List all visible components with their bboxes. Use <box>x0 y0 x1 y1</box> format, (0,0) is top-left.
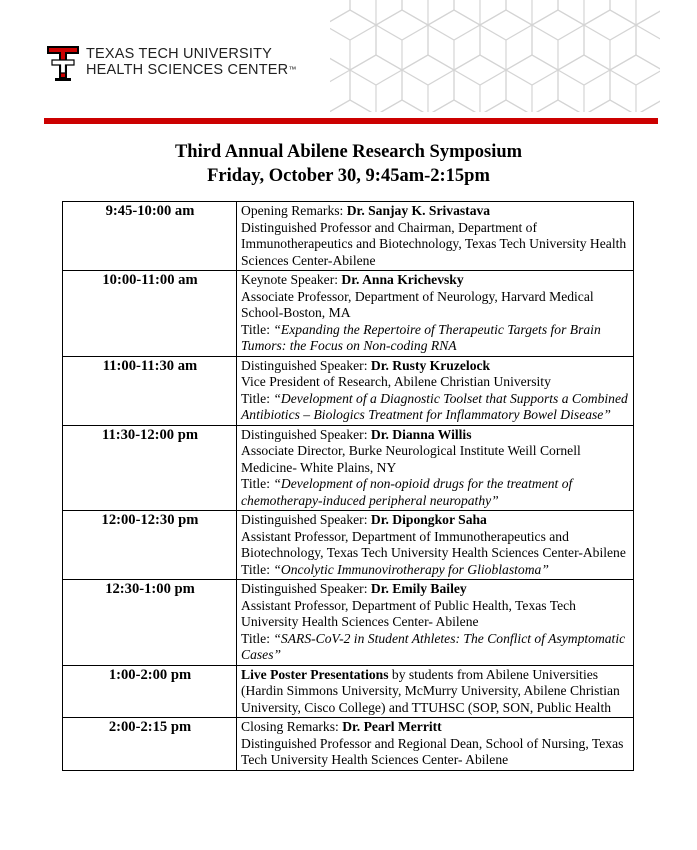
trademark-symbol: ™ <box>288 65 297 74</box>
schedule-row <box>63 665 634 718</box>
talk-title-line <box>241 631 630 664</box>
speaker-role: Opening Remarks: <box>241 203 347 218</box>
schedule-time: 11:00-11:30 am <box>63 356 237 425</box>
affiliation-line <box>241 374 630 391</box>
event-date: Friday, October 30, 9:45am-2:15pm <box>207 166 490 186</box>
cube-shape <box>350 0 402 25</box>
cube-shape <box>610 0 660 25</box>
speaker-line <box>241 272 630 289</box>
speaker-affiliation: Distinguished Professor and Chairman, Department of Immunotherapeutics and Biotechnology, Texas Tech University Health Sciences Center-Abilene <box>241 219 627 268</box>
talk-title-label: Title: <box>241 561 274 577</box>
cube-shape <box>532 10 584 70</box>
speaker-line <box>241 427 630 444</box>
cube-shape <box>454 0 506 25</box>
cube-shape <box>428 100 480 112</box>
cube-shape <box>584 10 636 70</box>
double-t-logo-icon <box>46 44 80 82</box>
talk-title-line <box>241 476 630 509</box>
schedule-row <box>63 202 634 271</box>
cube-shape <box>330 100 376 112</box>
affiliation-line <box>241 220 630 270</box>
schedule-body <box>63 202 634 771</box>
schedule-description <box>237 665 634 718</box>
schedule-time: 9:45-10:00 am <box>63 202 237 271</box>
speaker-line <box>241 358 630 375</box>
schedule-description <box>237 425 634 511</box>
schedule-time: 10:00-11:00 am <box>63 271 237 357</box>
speaker-role: Distinguished Speaker: <box>241 426 371 442</box>
speaker-affiliation: Associate Professor, Department of Neurology, Harvard Medical School-Boston, MA <box>241 288 594 320</box>
cube-shape <box>350 55 402 112</box>
affiliation-line <box>241 443 630 476</box>
talk-title-label: Title: <box>241 630 274 646</box>
talk-title-line <box>241 562 630 579</box>
page-title-block <box>0 140 697 188</box>
affiliation-line <box>241 598 630 631</box>
talk-title: “Oncolytic Immunovirotherapy for Glioblastoma” <box>273 561 549 577</box>
talk-title: “SARS-CoV-2 in Student Athletes: The Conflict of Asymptomatic Cases” <box>241 630 626 662</box>
speaker-role: Distinguished Speaker: <box>241 512 371 527</box>
talk-title: “Expanding the Repertoire of Therapeutic Targets for Brain Tumors: the Focus on Non-coding RNA <box>241 321 601 353</box>
speaker-role: Distinguished Speaker: <box>241 581 371 596</box>
speaker-name: Dr. Rusty Kruzelock <box>370 357 491 373</box>
hexagon-cube-pattern-icon <box>330 0 660 112</box>
organization-name <box>86 46 297 78</box>
cube-shape <box>402 55 454 112</box>
speaker-affiliation: Assistant Professor, Department of Public Health, Texas Tech University Health Sciences Center- Abilene <box>241 597 576 629</box>
cube-shape <box>330 55 350 112</box>
speaker-line <box>241 667 630 717</box>
affiliation-line <box>241 736 630 769</box>
schedule-description <box>237 271 634 357</box>
schedule-row <box>63 718 634 771</box>
cube-shape <box>480 100 532 112</box>
cube-shape <box>584 100 636 112</box>
speaker-line <box>241 203 630 220</box>
talk-title: “Development of non-opioid drugs for the treatment of chemotherapy-induced peripheral neuropathy” <box>241 476 573 508</box>
cube-shape <box>402 0 454 25</box>
speaker-name: Dr. Dipongkor Saha <box>370 512 487 527</box>
schedule-time: 12:00-12:30 pm <box>63 511 237 580</box>
speaker-affiliation: Associate Director, Burke Neurological Institute Weill Cornell Medicine- White Plains, NY <box>241 443 581 475</box>
speaker-name: Live Poster Presentations <box>241 666 389 682</box>
cube-shape <box>506 55 558 112</box>
schedule-row <box>63 356 634 425</box>
talk-title-line <box>241 391 630 424</box>
cube-shape <box>506 0 558 25</box>
speaker-line <box>241 581 630 598</box>
talk-title-line <box>241 322 630 355</box>
cube-shape <box>376 10 428 70</box>
affiliation-line <box>241 529 630 562</box>
schedule-row <box>63 425 634 511</box>
talk-title-label: Title: <box>241 390 274 406</box>
speaker-name: Dr. Anna Krichevsky <box>341 272 464 287</box>
page-title: Third Annual Abilene Research Symposium <box>174 142 523 162</box>
header-divider <box>44 118 658 124</box>
schedule-description <box>237 511 634 580</box>
schedule-description <box>237 580 634 666</box>
cube-shape <box>610 55 660 112</box>
schedule-description <box>237 202 634 271</box>
cube-shape <box>428 10 480 70</box>
affiliation-line <box>241 289 630 322</box>
speaker-name: Dr. Sanjay K. Srivastava <box>346 203 491 218</box>
schedule-row <box>63 511 634 580</box>
speaker-role: Distinguished Speaker: <box>241 357 371 373</box>
cube-shape <box>532 100 584 112</box>
talk-title-label: Title: <box>241 476 274 491</box>
cube-shape <box>454 55 506 112</box>
speaker-role: Closing Remarks: <box>241 719 343 734</box>
talk-title-label: Title: <box>241 321 274 337</box>
talk-title: “Development of a Diagnostic Toolset that Supports a Combined Antibiotics – Biologics Treatment for Inflammatory Bowel Disease” <box>241 390 628 422</box>
schedule-time: 11:30-12:00 pm <box>63 425 237 511</box>
org-line-2-text: HEALTH SCIENCES CENTER <box>86 62 289 78</box>
cube-shape <box>376 100 428 112</box>
cube-shape <box>480 10 532 70</box>
schedule-row <box>63 271 634 357</box>
cube-shape <box>636 10 660 70</box>
speaker-name: Dr. Emily Bailey <box>370 581 467 596</box>
cube-shape <box>636 100 660 112</box>
cube-shape <box>330 10 376 70</box>
speaker-affiliation: Vice President of Research, Abilene Christian University <box>241 374 551 389</box>
schedule-time: 12:30-1:00 pm <box>63 580 237 666</box>
speaker-role: Keynote Speaker: <box>241 272 342 287</box>
speaker-affiliation: Assistant Professor, Department of Immunotherapeutics and Biotechnology, Texas Tech University Health Sciences Center-Abilene <box>241 528 626 560</box>
org-line-2 <box>86 62 297 78</box>
schedule-description <box>237 718 634 771</box>
schedule-time: 2:00-2:15 pm <box>63 718 237 771</box>
schedule-time: 1:00-2:00 pm <box>63 665 237 718</box>
schedule-row <box>63 580 634 666</box>
speaker-name: Dr. Dianna Willis <box>370 426 472 442</box>
speaker-affiliation: Distinguished Professor and Regional Dean, School of Nursing, Texas Tech University Health Sciences Center- Abilene <box>241 735 624 767</box>
schedule-description <box>237 356 634 425</box>
speaker-line <box>241 719 630 736</box>
schedule-table <box>62 201 634 771</box>
speaker-line <box>241 512 630 529</box>
cube-shape <box>558 55 610 112</box>
speaker-affiliation: by students from Abilene Universities (Hardin Simmons University, McMurry University, Abilene Christian University, Cisco College) and TTUHSC (SOP, SON, Public Health <box>241 666 620 715</box>
org-line-1: TEXAS TECH UNIVERSITY <box>86 46 273 62</box>
speaker-name: Dr. Pearl Merritt <box>342 719 442 734</box>
cube-shape <box>330 0 350 25</box>
cube-shape <box>558 0 610 25</box>
